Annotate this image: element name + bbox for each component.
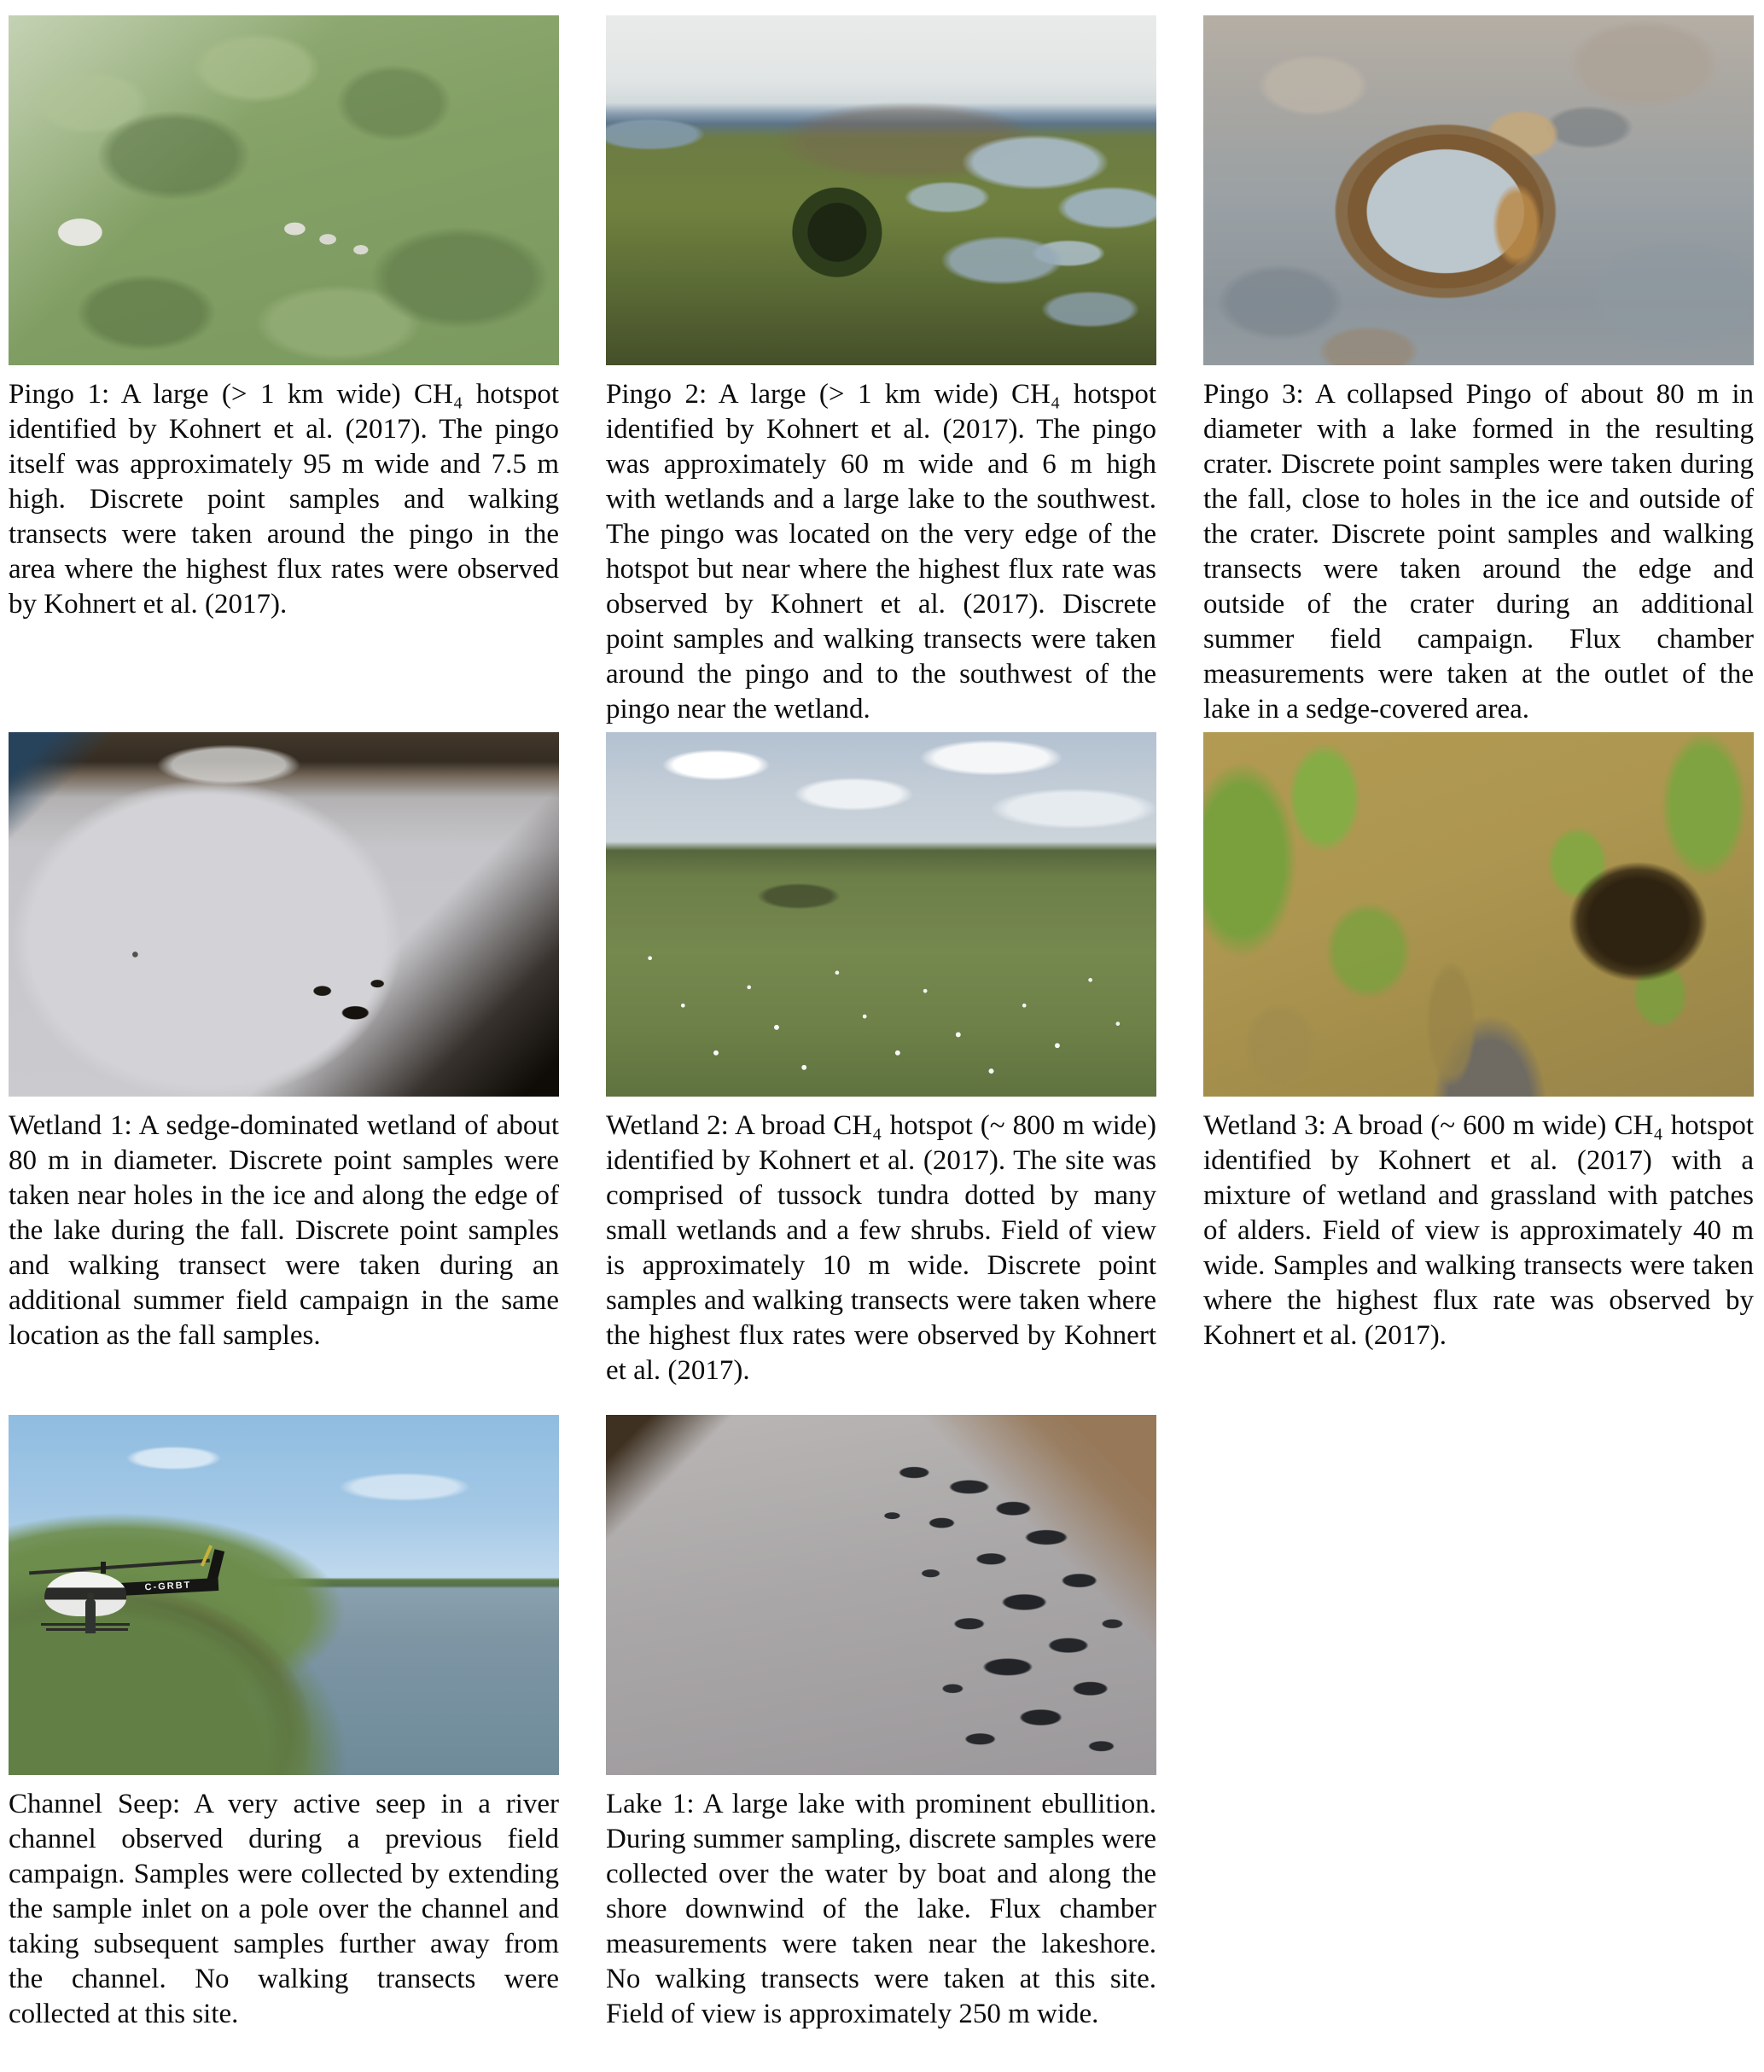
wetland-3-caption: Wetland 3: A broad (~ 600 m wide) CH₄ hotspot identified by Kohnert et al. (2017) with a mixture of wetland and grassland with patches of alders. Field of view is approximately 40 m wide. Samples and walking transects were taken where the highest flux rate was observed by Kohnert et al. (2017). bbox=[1203, 1110, 1754, 1351]
pingo-2-photo bbox=[606, 15, 1156, 365]
person-figure bbox=[85, 1599, 96, 1633]
helicopter-tail-boom bbox=[118, 1578, 219, 1596]
wetland-1-photo bbox=[9, 732, 559, 1097]
figure-wetland-2 bbox=[606, 732, 1156, 1415]
figure-channel-seep bbox=[9, 1415, 559, 2072]
lake-1-photo bbox=[606, 1415, 1156, 1775]
pingo-2-caption: Pingo 2: A large (> 1 km wide) CH₄ hotspot identified by Kohnert et al. (2017). The pingo was approximately 60 m wide and 6 m high with wetlands and a large lake to the southwest. The pingo was located on the very edge of the hotspot but near where the highest flux rate was observed by Kohnert et al. (2017). Discrete point samples and walking transects were taken around the pingo and to the southwest of the pingo near the wetland. bbox=[606, 379, 1156, 725]
wetland-2-caption: Wetland 2: A broad CH₄ hotspot (~ 800 m wide) identified by Kohnert et al. (2017). The site was comprised of tussock tundra dotted by many small wetlands and a few shrubs. Field of view is approximately 10 m wide. Discrete point samples and walking transects were taken where the highest flux rates were observed by Kohnert et al. (2017). bbox=[606, 1110, 1156, 1386]
wetland-2-photo bbox=[606, 732, 1156, 1097]
figure-lake-1 bbox=[606, 1415, 1156, 2072]
helicopter-rotor-mast bbox=[101, 1562, 106, 1574]
figure-pingo-2 bbox=[606, 15, 1156, 732]
channel-seep-photo bbox=[9, 1415, 559, 1775]
channel-seep-caption: Channel Seep: A very active seep in a river channel observed during a previous field campaign. Samples were collected by extending the sample inlet on a pole over the channel and taking subsequent samples further away from the channel. No walking transects were collected at this site. bbox=[9, 1789, 559, 2029]
helicopter-rotor bbox=[29, 1559, 210, 1575]
pingo-1-photo bbox=[9, 15, 559, 365]
wetland-1-caption: Wetland 1: A sedge-dominated wetland of about 80 m in diameter. Discrete point samples were taken near holes in the ice and along the edge of the lake during the fall. Discrete point samples and walking transect were taken during an additional summer field campaign in the same location as the fall samples. bbox=[9, 1110, 559, 1351]
helicopter-registration: C-GRBT bbox=[144, 1580, 192, 1593]
figure-wetland-3 bbox=[1203, 732, 1754, 1415]
figure-pingo-1 bbox=[9, 15, 559, 732]
pingo-1-caption: Pingo 1: A large (> 1 km wide) CH₄ hotspot identified by Kohnert et al. (2017). The pingo itself was approximately 95 m wide and 7.5 m high. Discrete point samples and walking transects were taken around the pingo in the area where the highest flux rates were observed by Kohnert et al. (2017). bbox=[9, 379, 559, 620]
figure-pingo-3 bbox=[1203, 15, 1754, 732]
wetland-3-photo bbox=[1203, 732, 1754, 1097]
helicopter bbox=[29, 1543, 225, 1637]
pingo-3-photo bbox=[1203, 15, 1754, 365]
lake-1-caption: Lake 1: A large lake with prominent ebullition. During summer sampling, discrete samples were collected over the water by boat and along the shore downwind of the lake. Flux chamber measurements were taken near the lakeshore. No walking transects were taken at this site. Field of view is approximately 250 m wide. bbox=[606, 1789, 1156, 2029]
figure-wetland-1 bbox=[9, 732, 559, 1415]
pingo-3-caption: Pingo 3: A collapsed Pingo of about 80 m in diameter with a lake formed in the resulting crater. Discrete point samples were taken during the fall, close to holes in the ice and outside of the crater. Discrete point samples and walking transects were taken around the edge and outside of the crater during an additional summer field campaign. Flux chamber measurements were taken at the outlet of the lake in a sedge-covered area. bbox=[1203, 379, 1754, 725]
